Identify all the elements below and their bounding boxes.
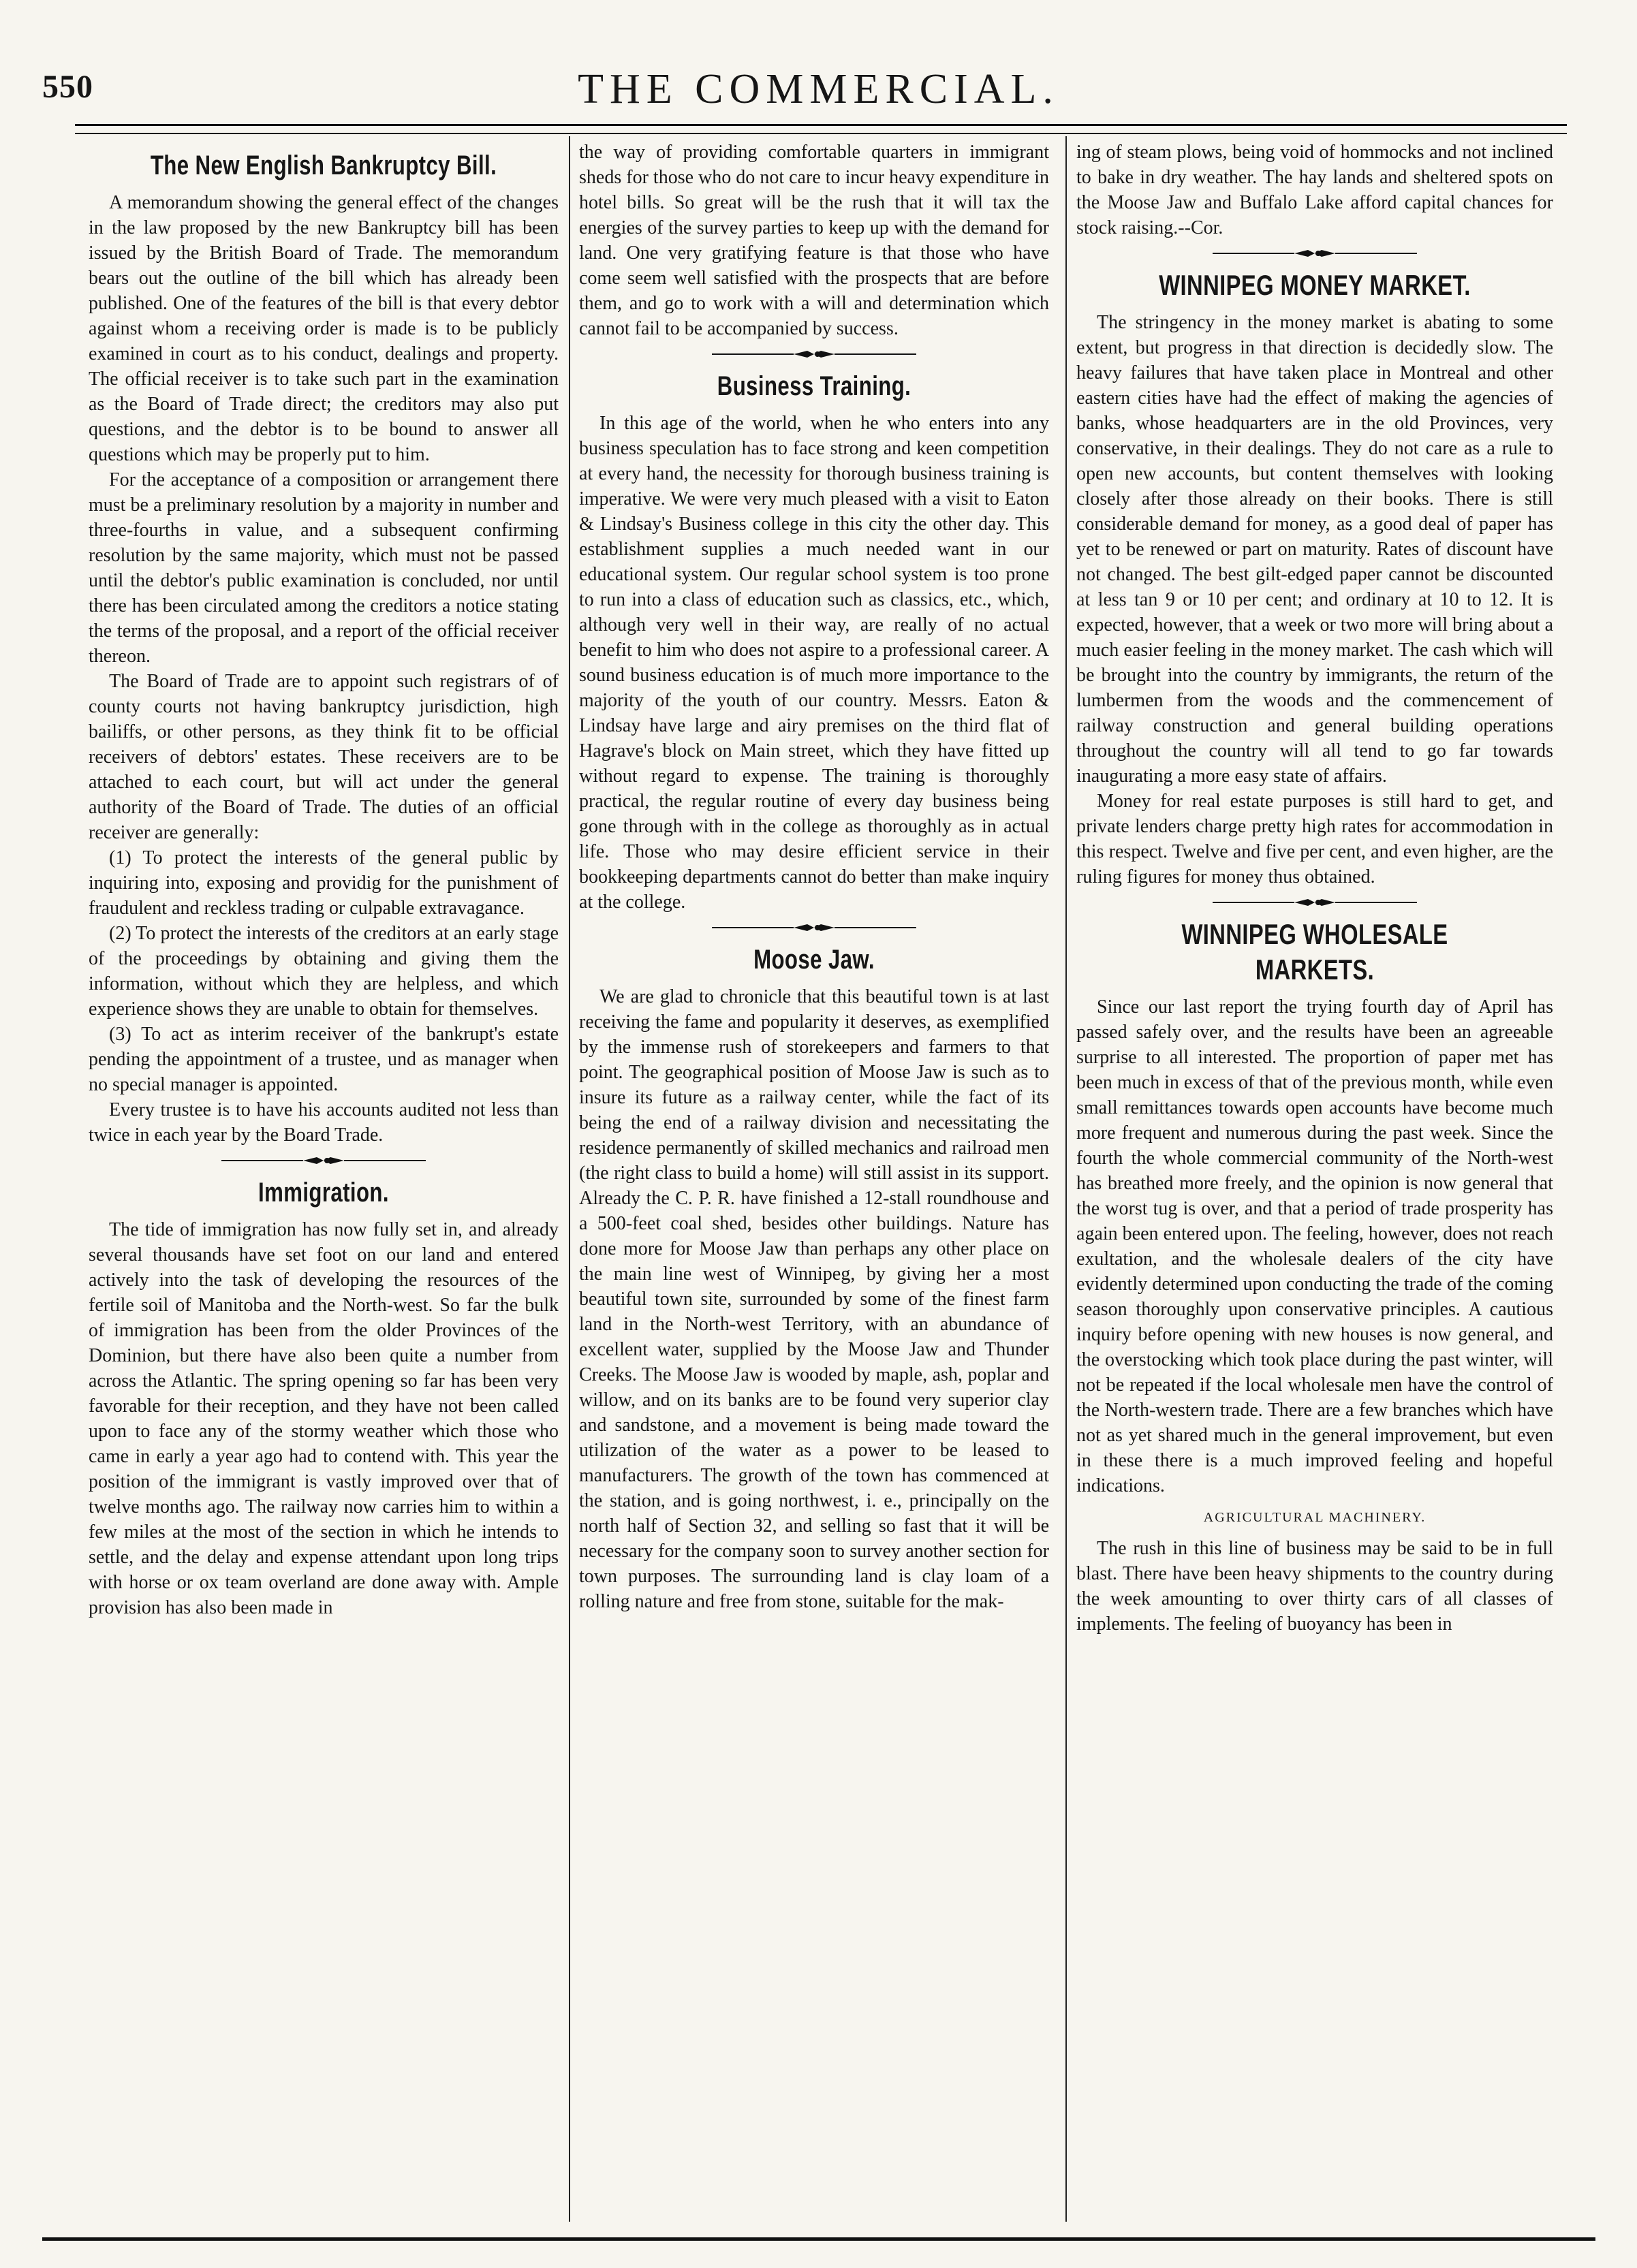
article-paragraph: The stringency in the money market is abating to some extent, but progress in that direction is decidedly slow. The heavy failures that have taken place in Montreal and other eastern cities have had the effect of making the agencies of banks, whose headquarters are in the old Provinces, very conservative, in their dealings. They do not care as a rule to open new accounts, but content themselves with looking closely after those already on their books. There is still considerable demand for money, as a good deal of paper has yet to be renewed or part on maturity. Rates of discount have not changed. The best gilt-edged paper cannot be discounted at less tan 9 or 10 per cent; and ordinary at 10 to 12. It is expected, however, that a week or two more will bring about a much easier feeling in the money market. The cash which will be brought into the country by immigrants, the return of the lumbermen from the woods and the commencement of railway construction and general building operations throughout the country will all tend to go far towards inaugurating a more easy state of affairs. xyxy=(1076,312,1553,787)
article-paragraph: The tide of immigration has now fully set in, and already several thousands have set foot on our land and entered actively into the task of developing the resources of the fertile soil of Manitoba and the North-west. So far the bulk of immigration has been from the older Provinces of the Dominion, but there have also been quite a number from across the Atlantic. The spring opening so far has been very favorable for their reception, and they have not been called upon to face any of the stormy weather which those who came in early a year ago had to contend with. This year the position of the immigrant is vastly improved over that of twelve months ago. The railway now carries him to within a few miles at the most of the section in which he intends to settle, and the delay and expense attendant upon long trips with horse or ox team overland are done away with. Ample provision has also been made in xyxy=(89,1219,559,1618)
article-headline-money-market: WINNIPEG MONEY MARKET. xyxy=(1159,269,1471,301)
article-paragraph: (2) To protect the interests of the creditors at an early stage of the proceedings by obtaining and giving them the information, without which they are helpless, and which experience shows they are unable to obtain for themselves. xyxy=(89,923,559,1020)
section-divider-ornament xyxy=(1213,896,1417,909)
column-1 xyxy=(89,140,559,2220)
article-paragraph: (1) To protect the interests of the general public by inquiring into, exposing and providig for the punishment of fraudulent and reckless trading or culpable extravagance. xyxy=(89,847,559,919)
article-paragraph: The Board of Trade are to appoint such registrars of of county courts not having bankruptcy jurisdiction, high bailiffs, or other persons, as they think fit to be official receivers of debtors' estates. These receivers are to be attached to each court, but will act under the general authority of the Board of Trade. The duties of an official receiver are generally: xyxy=(89,671,559,843)
article-headline-wholesale-markets: WINNIPEG WHOLESALE MARKETS. xyxy=(1181,918,1448,986)
article-paragraph: (3) To act as interim receiver of the bankrupt's estate pending the appointment of a trustee, und as manager when no special manager is appointed. xyxy=(89,1024,559,1095)
article-headline-immigration: Immigration. xyxy=(258,1178,389,1208)
footer-rule xyxy=(42,2237,1595,2241)
article-paragraph: Money for real estate purposes is still hard to get, and private lenders charge pretty high rates for accommodation in this respect. Twelve and five per cent, and even higher, are the ruling figures for money thus obtained. xyxy=(1076,791,1553,887)
article-paragraph: A memorandum showing the general effect of the changes in the law proposed by the new Bankruptcy bill has been issued by the British Board of Trade. The memorandum bears out the outline of the bill which has already been published. One of the features of the bill is that every debtor against whom a receiving order is made is to be publicly examined in court as to his conduct, dealings and property. The official receiver is to take such part in the examination as the Board of Trade direct; the creditors may also put questions, and the debtor is to be bound to answer all questions which may be properly put to him. xyxy=(89,192,559,465)
article-paragraph: Since our last report the trying fourth day of April has passed safely over, and the results have been an agreeable surprise to all interested. The proportion of paper met has been much in excess of that of the previous month, while even small remittances towards open accounts have become much more frequent and numerous during the past week. Since the fourth the whole commercial community of the North-west has breathed more freely, and the opinion is now general that the worst tug is over, and that a period of trade prosperity has again been entered upon. The feeling, however, does not reach exultation, and the wholesale dealers of the city have evidently determined upon conducting the trade of the coming season thoroughly upon conservative principles. A cautious inquiry before opening with new houses is now general, and the overstocking which took place during the past winter, will not be repeated if the local wholesale men have the control of the North-western trade. There are a few branches which have not as yet shared much in the general improvement, but even in these there is a much improved feeling and hopeful indications. xyxy=(1076,996,1553,1496)
section-divider-ornament xyxy=(712,922,916,934)
article-headline-business-training: Business Training. xyxy=(717,371,911,401)
article-paragraph: For the acceptance of a composition or arrangement there must be a preliminary resolution by a majority in number and three-fourths in value, and a subsequent confirming resolution by the same majority, which must not be passed until the debtor's public examination is concluded, nor until there has been circulated among the creditors a notice stating the terms of the proposal, and a report of the official receiver thereon. xyxy=(89,469,559,667)
column-2 xyxy=(579,140,1049,2220)
column-divider xyxy=(1065,136,1067,2222)
article-paragraph: We are glad to chronicle that this beautiful town is at last receiving the fame and popularity it deserves, as exemplified by the immense rush of storekeepers and farmers to that point. The geographical position of Moose Jaw is such as to insure its future as a railway center, while the fact of its being the end of a railway division and necessitating the residence permanently of skilled mechanics and railroad men (the right class to build a home) will still assist in its support. Already the C. P. R. have finished a 12-stall roundhouse and a 500-feet coal shed, besides other buildings. Nature has done more for Moose Jaw than perhaps any other place on the main line west of Winnipeg, by giving her a most beautiful town site, surrounded by some of the finest farm land in the North-west Territory, with an abundance of excellent water, supplied by the Moose Jaw and Thunder Creeks. The Moose Jaw is wooded by maple, ash, poplar and willow, and on its banks are to be found very superior clay and sandstone, and a movement is being made toward the utilization of the water as a power to be leased to manufacturers. The growth of the town has commenced at the station, and is going northwest, i. e., principally on the north half of Section 32, and selling so fast that it will be necessary for the company soon to survey another section for town purposes. The surrounding land is clay loam of a rolling nature and free from stone, suitable for the mak- xyxy=(579,986,1049,1612)
masthead-title: THE COMMERCIAL. xyxy=(578,66,1059,112)
column-3 xyxy=(1076,140,1553,2220)
page-number: 550 xyxy=(42,69,93,105)
section-divider-ornament xyxy=(221,1154,426,1167)
section-divider-ornament xyxy=(712,348,916,360)
section-divider-ornament xyxy=(1213,247,1417,259)
article-continuation: the way of providing comfortable quarters in immigrant sheds for those who do not care to incur heavy expenditure in hotel bills. So great will be the rush that it will tax the energies of the survey parties to keep up with the demand for land. One very gratifying feature is that those who have come seem well satisfied with the prospects that are before them, and go to work with a will and determination which cannot fail to be accompanied by success. xyxy=(579,142,1049,339)
article-paragraph: The rush in this line of business may be said to be in full blast. There have been heavy shipments to the country during the week amounting to over thirty cars of all classes of implements. The feeling of buoyancy has been in xyxy=(1076,1538,1553,1635)
article-headline-bankruptcy: The New English Bankruptcy Bill. xyxy=(150,151,497,180)
article-paragraph: In this age of the world, when he who enters into any business speculation has to face strong and keen competition at every hand, the necessity for thorough business training is imperative. We were very much pleased with a visit to Eaton & Lindsay's Business college in this city the other day. This establishment supplies a much needed want in our educational system. Our regular school system is too prone to run into a class of education such as classics, etc., which, although very well in their way, are really of no actual benefit to him who does not aspire to a professional career. A sound business education is of much more importance to the majority of the youth of our country. Messrs. Eaton & Lindsay have large and airy premises on the third flat of Hagrave's block on Main street, which they have fitted up without regard to expense. The training is thoroughly practical, the regular routine of every day business being gone through with in the college as thoroughly as in actual life. Those who may desire efficient service in their bookkeeping departments cannot do better than make inquiry at the college. xyxy=(579,413,1049,913)
article-headline-moose-jaw: Moose Jaw. xyxy=(753,945,875,975)
article-continuation: ing of steam plows, being void of hommocks and not inclined to bake in dry weather. The hay lands and sheltered spots on the Moose Jaw and Buffalo Lake afford capital chances for stock raising.--Cor. xyxy=(1076,142,1553,238)
column-divider xyxy=(569,136,570,2222)
article-paragraph: Every trustee is to have his accounts audited not less than twice in each year by the Board Trade. xyxy=(89,1099,559,1146)
section-subhead: AGRICULTURAL MACHINERY. xyxy=(1203,1510,1426,1525)
header-rule xyxy=(75,124,1567,134)
